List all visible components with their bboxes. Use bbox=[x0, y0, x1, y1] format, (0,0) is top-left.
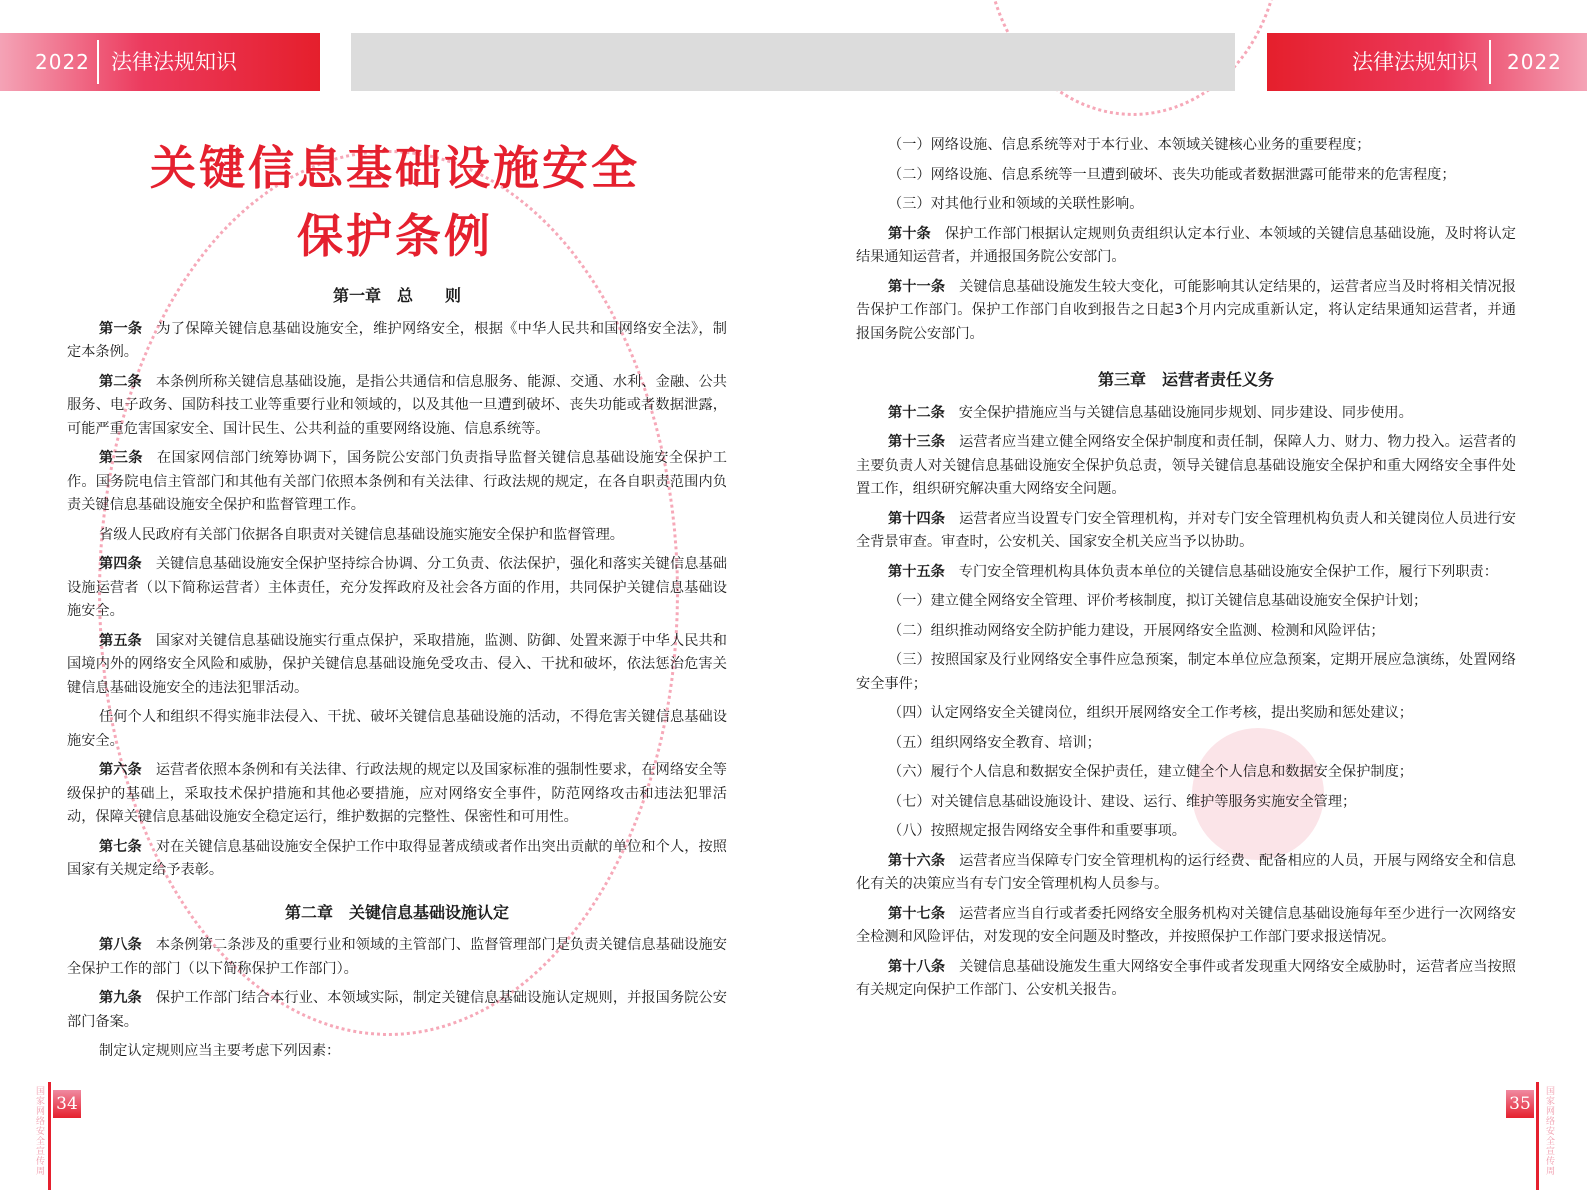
duty-6: （六）履行个人信息和数据安全保护责任，建立健全个人信息和数据安全保护制度； bbox=[888, 764, 1413, 780]
duty-3: （三）按照国家及行业网络安全事件应急预案，制定本单位应急预案，定期开展应急演练，处置网络安全事件； bbox=[856, 652, 1516, 692]
duty-4: （四）认定网络安全关键岗位，组织开展网络安全工作考核，提出奖励和惩处建议； bbox=[888, 705, 1413, 721]
page-bar-right bbox=[1536, 1082, 1539, 1190]
right-column bbox=[856, 134, 1516, 1009]
article-18: 第十八条 关键信息基础设施发生重大网络安全事件或者发现重大网络安全威胁时，运营者应当按照有关规定向保护工作部门、公安机关报告。 bbox=[856, 958, 1516, 998]
page-number-right: 35 bbox=[1506, 1090, 1534, 1118]
chapter-3-heading: 第三章 运营者责任义务 bbox=[1097, 370, 1274, 389]
article-15: 第十五条 专门安全管理机构具体负责本单位的关键信息基础设施安全保护工作，履行下列职责： bbox=[888, 563, 1498, 580]
article-6: 第六条 运营者依照本条例和有关法律、行政法规的规定以及国家标准的强制性要求，在网络安全等级保护的基础上，采取技术保护措施和其他必要措施，应对网络安全事件，防范网络攻击和违法犯罪活动，保障关键信息基础设施安全稳定运行，维护数据的完整性、保密性和可用性。 bbox=[67, 762, 727, 825]
factor-1: （一）网络设施、信息系统等对于本行业、本领域关键核心业务的重要程度； bbox=[888, 137, 1371, 153]
article-4: 第四条 关键信息基础设施安全保护坚持综合协调、分工负责、依法保护，强化和落实关键信息基础设施运营者（以下简称运营者）主体责任，充分发挥政府及社会各方面的作用，共同保护关键信息基础设施安全。 bbox=[67, 556, 727, 619]
header-title-right: 法律法规知识 bbox=[1352, 50, 1478, 74]
factor-3: （三）对其他行业和领域的关联性影响。 bbox=[888, 196, 1144, 212]
header-year-left: 2022 bbox=[35, 50, 90, 74]
article-16: 第十六条 运营者应当保障专门安全管理机构的运行经费、配备相应的人员，开展与网络安全和信息化有关的决策应当有专门安全管理机构人员参与。 bbox=[856, 852, 1516, 892]
article-17: 第十七条 运营者应当自行或者委托网络安全服务机构对关键信息基础设施每年至少进行一次网络安全检测和风险评估，对发现的安全问题及时整改，并按照保护工作部门要求报送情况。 bbox=[856, 905, 1516, 945]
header-band-gray bbox=[351, 33, 1235, 91]
header-separator-right bbox=[1489, 40, 1491, 84]
article-2: 第二条 本条例所称关键信息基础设施，是指公共通信和信息服务、能源、交通、水利、金融、公共服务、电子政务、国防科技工业等重要行业和领域的，以及其他一旦遭到破坏、丧失功能或者数据泄露，可能严重危害国家安全、国计民生、公共利益的重要网络设施、信息系统等。 bbox=[67, 373, 727, 437]
article-14: 第十四条 运营者应当设置专门安全管理机构，并对专门安全管理机构负责人和关键岗位人员进行安全背景审查。审查时，公安机关、国家安全机关应当予以协助。 bbox=[856, 510, 1516, 550]
header-year-right: 2022 bbox=[1507, 50, 1562, 74]
article-9-para-2: 制定认定规则应当主要考虑下列因素： bbox=[99, 1043, 341, 1059]
duty-8: （八）按照规定报告网络安全事件和重要事项。 bbox=[888, 823, 1186, 839]
chapter-1-heading: 第一章 总 则 bbox=[332, 286, 461, 305]
duty-1: （一）建立健全网络安全管理、评价考核制度，拟订关键信息基础设施安全保护计划； bbox=[888, 593, 1428, 609]
duty-2: （二）组织推动网络安全防护能力建设，开展网络安全监测、检测和风险评估； bbox=[888, 622, 1385, 639]
article-1: 第一条 为了保障关键信息基础设施安全，维护网络安全，根据《中华人民共和国网络安全法》，制定本条例。 bbox=[67, 320, 727, 360]
header-separator-left bbox=[97, 40, 99, 84]
article-12: 第十二条 安全保护措施应当与关键信息基础设施同步规划、同步建设、同步使用。 bbox=[888, 404, 1413, 421]
article-8: 第八条 本条例第二条涉及的重要行业和领域的主管部门、监督管理部门是负责关键信息基础设施安全保护工作的部门（以下简称保护工作部门）。 bbox=[67, 937, 727, 977]
duty-7: （七）对关键信息基础设施设计、建设、运行、维护等服务实施安全管理； bbox=[888, 793, 1357, 810]
article-5: 第五条 国家对关键信息基础设施实行重点保护，采取措施，监测、防御、处置来源于中华人民共和国境内外的网络安全风险和威胁，保护关键信息基础设施免受攻击、侵入、干扰和破坏，依法惩治危害关键信息基础设施安全的违法犯罪活动。 bbox=[67, 632, 727, 696]
left-column bbox=[67, 272, 727, 1070]
header-title-left: 法律法规知识 bbox=[111, 50, 237, 74]
page-number-left: 34 bbox=[53, 1090, 81, 1118]
main-title-line1: 关键信息基础设施安全 bbox=[150, 141, 640, 195]
article-7: 第七条 对在关键信息基础设施安全保护工作中取得显著成绩或者作出突出贡献的单位和个人，按照国家有关规定给予表彰。 bbox=[67, 838, 727, 878]
article-9: 第九条 保护工作部门结合本行业、本领域实际，制定关键信息基础设施认定规则，并报国务院公安部门备案。 bbox=[67, 990, 727, 1030]
article-3: 第三条 在国家网信部门统筹协调下，国务院公安部门负责指导监督关键信息基础设施安全保护工作。国务院电信主管部门和其他有关部门依照本条例和有关法律、行政法规的规定，在各自职责范围内负责关键信息基础设施安全保护和监督管理工作。 bbox=[67, 450, 727, 513]
article-5-para-2: 任何个人和组织不得实施非法侵入、干扰、破坏关键信息基础设施的活动，不得危害关键信息基础设施安全。 bbox=[67, 709, 727, 749]
page-bar-left bbox=[48, 1082, 51, 1190]
article-3-para-2: 省级人民政府有关部门依据各自职责对关键信息基础设施实施安全保护和监督管理。 bbox=[99, 526, 624, 543]
article-13: 第十三条 运营者应当建立健全网络安全保护制度和责任制，保障人力、财力、物力投入。运营者的主要负责人对关键信息基础设施安全保护负总责，领导关键信息基础设施安全保护和重大网络安全事件处置工作，组织研究解决重大网络安全问题。 bbox=[856, 434, 1516, 497]
article-10: 第十条 保护工作部门根据认定规则负责组织认定本行业、本领域的关键信息基础设施，及时将认定结果通知运营者，并通报国务院公安部门。 bbox=[856, 225, 1516, 265]
factor-2: （二）网络设施、信息系统等一旦遭到破坏、丧失功能或者数据泄露可能带来的危害程度； bbox=[888, 166, 1456, 183]
article-11: 第十一条 关键信息基础设施发生较大变化，可能影响其认定结果的，运营者应当及时将相关情况报告保护工作部门。保护工作部门自收到报告之日起3个月内完成重新认定，将认定结果通知运营者，并通报国务院公安部门。 bbox=[856, 278, 1516, 342]
side-text-left: 国家网络安全宣传周 bbox=[34, 1086, 44, 1176]
chapter-2-heading: 第二章 关键信息基础设施认定 bbox=[284, 902, 509, 922]
main-title-line2: 保护条例 bbox=[297, 209, 493, 263]
duty-5: （五）组织网络安全教育、培训； bbox=[888, 734, 1101, 751]
side-text-right: 国家网络安全宣传周 bbox=[1544, 1086, 1554, 1176]
